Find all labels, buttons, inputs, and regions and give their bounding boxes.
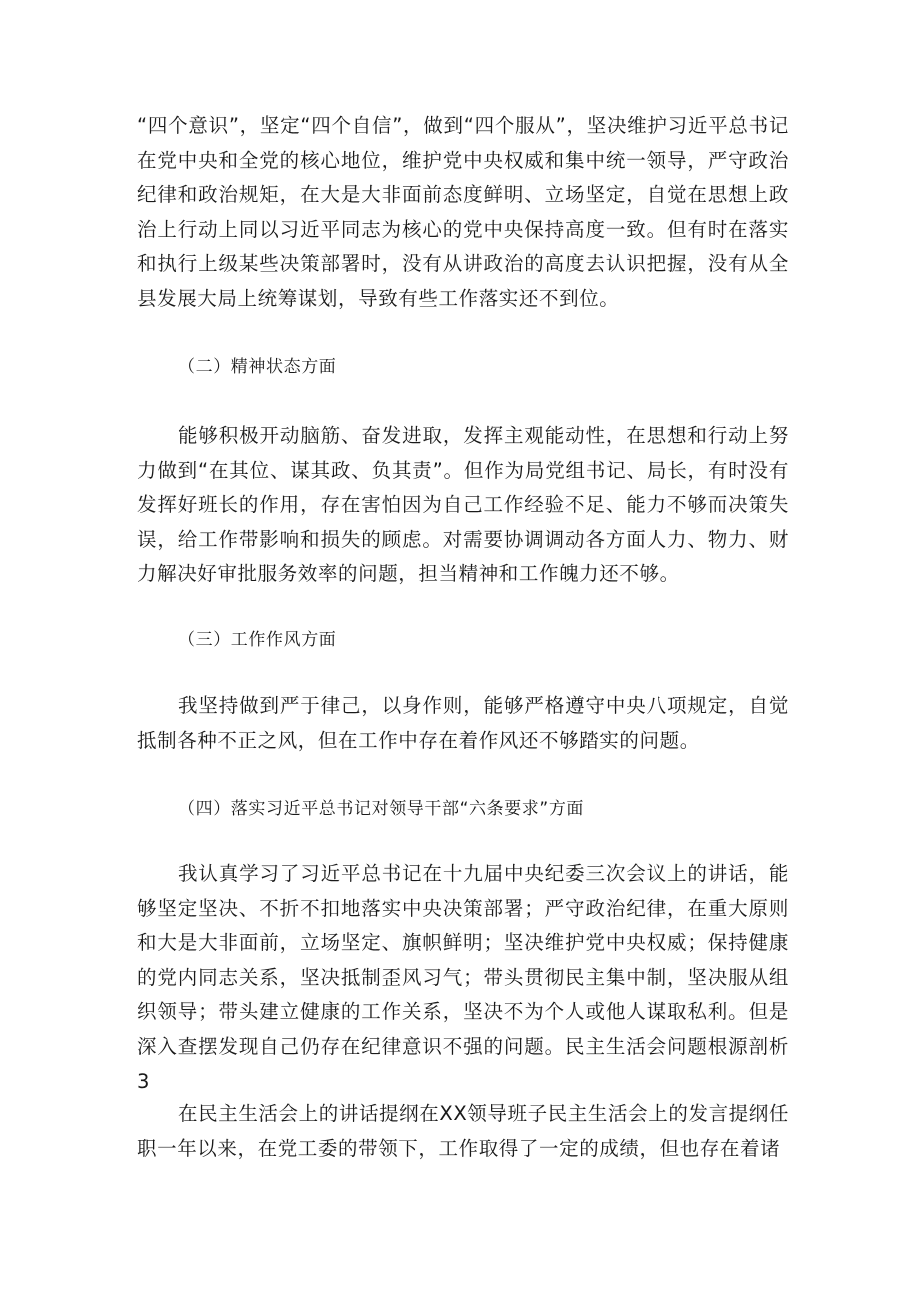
- paragraph-six-requirements: 我认真学习了习近平总书记在十九届中央纪委三次会议上的讲话，能够坚定坚决、不折不扣地落实中央决策部署；严守政治纪律，在重大原则和大是大非面前，立场坚定、旗帜鲜明；坚决维护党中央权威；保持健康的党内同志关系，坚决抵制歪风习气；带头贯彻民主集中制，坚决服从组织领导；带头建立健康的工作关系，坚决不为个人或他人谋取私利。但是深入查摆发现自己仍存在纪律意识不强的问题。民主生活会问题根源剖析3: [137, 862, 789, 1093]
- heading-work-style: （三）工作作风方面: [178, 630, 337, 650]
- paragraph-speech-outline: 在民主生活会上的讲话提纲在XX领导班子民主生活会上的发言提纲任职一年以来，在党工委的带领下，工作取得了一定的成绩，但也存在着诸: [137, 1102, 789, 1160]
- paragraph-spiritual-state: 能够积极开动脑筋、奋发进取，发挥主观能动性，在思想和行动上努力做到“在其位、谋其政、负其责”。但作为局党组书记、局长，有时没有发挥好班长的作用，存在害怕因为自己工作经验不足、能力不够而决策失误，给工作带影响和损失的顾虑。对需要协调调动各方面人力、物力、财力解决好审批服务效率的问题，担当精神和工作魄力还不够。: [137, 424, 789, 586]
- paragraph-political-awareness: “四个意识”，坚定“四个自信”，做到“四个服从”，坚决维护习近平总书记在党中央和全党的核心地位，维护党中央权威和集中统一领导，严守政治纪律和政治规矩，在大是大非面前态度鲜明、立场坚定，自觉在思想上政治上行动上同以习近平同志为核心的党中央保持高度一致。但有时在落实和执行上级某些决策部署时，没有从讲政治的高度去认识把握，没有从全县发展大局上统筹谋划，导致有些工作落实还不到位。: [137, 114, 789, 310]
- paragraph-work-style: 我坚持做到严于律己，以身作则，能够严格遵守中央八项规定，自觉抵制各种不正之风，但在工作中存在着作风还不够踏实的问题。: [137, 694, 789, 752]
- heading-spiritual-state: （二）精神状态方面: [178, 357, 337, 377]
- heading-six-requirements: （四）落实习近平总书记对领导干部“六条要求”方面: [178, 799, 585, 819]
